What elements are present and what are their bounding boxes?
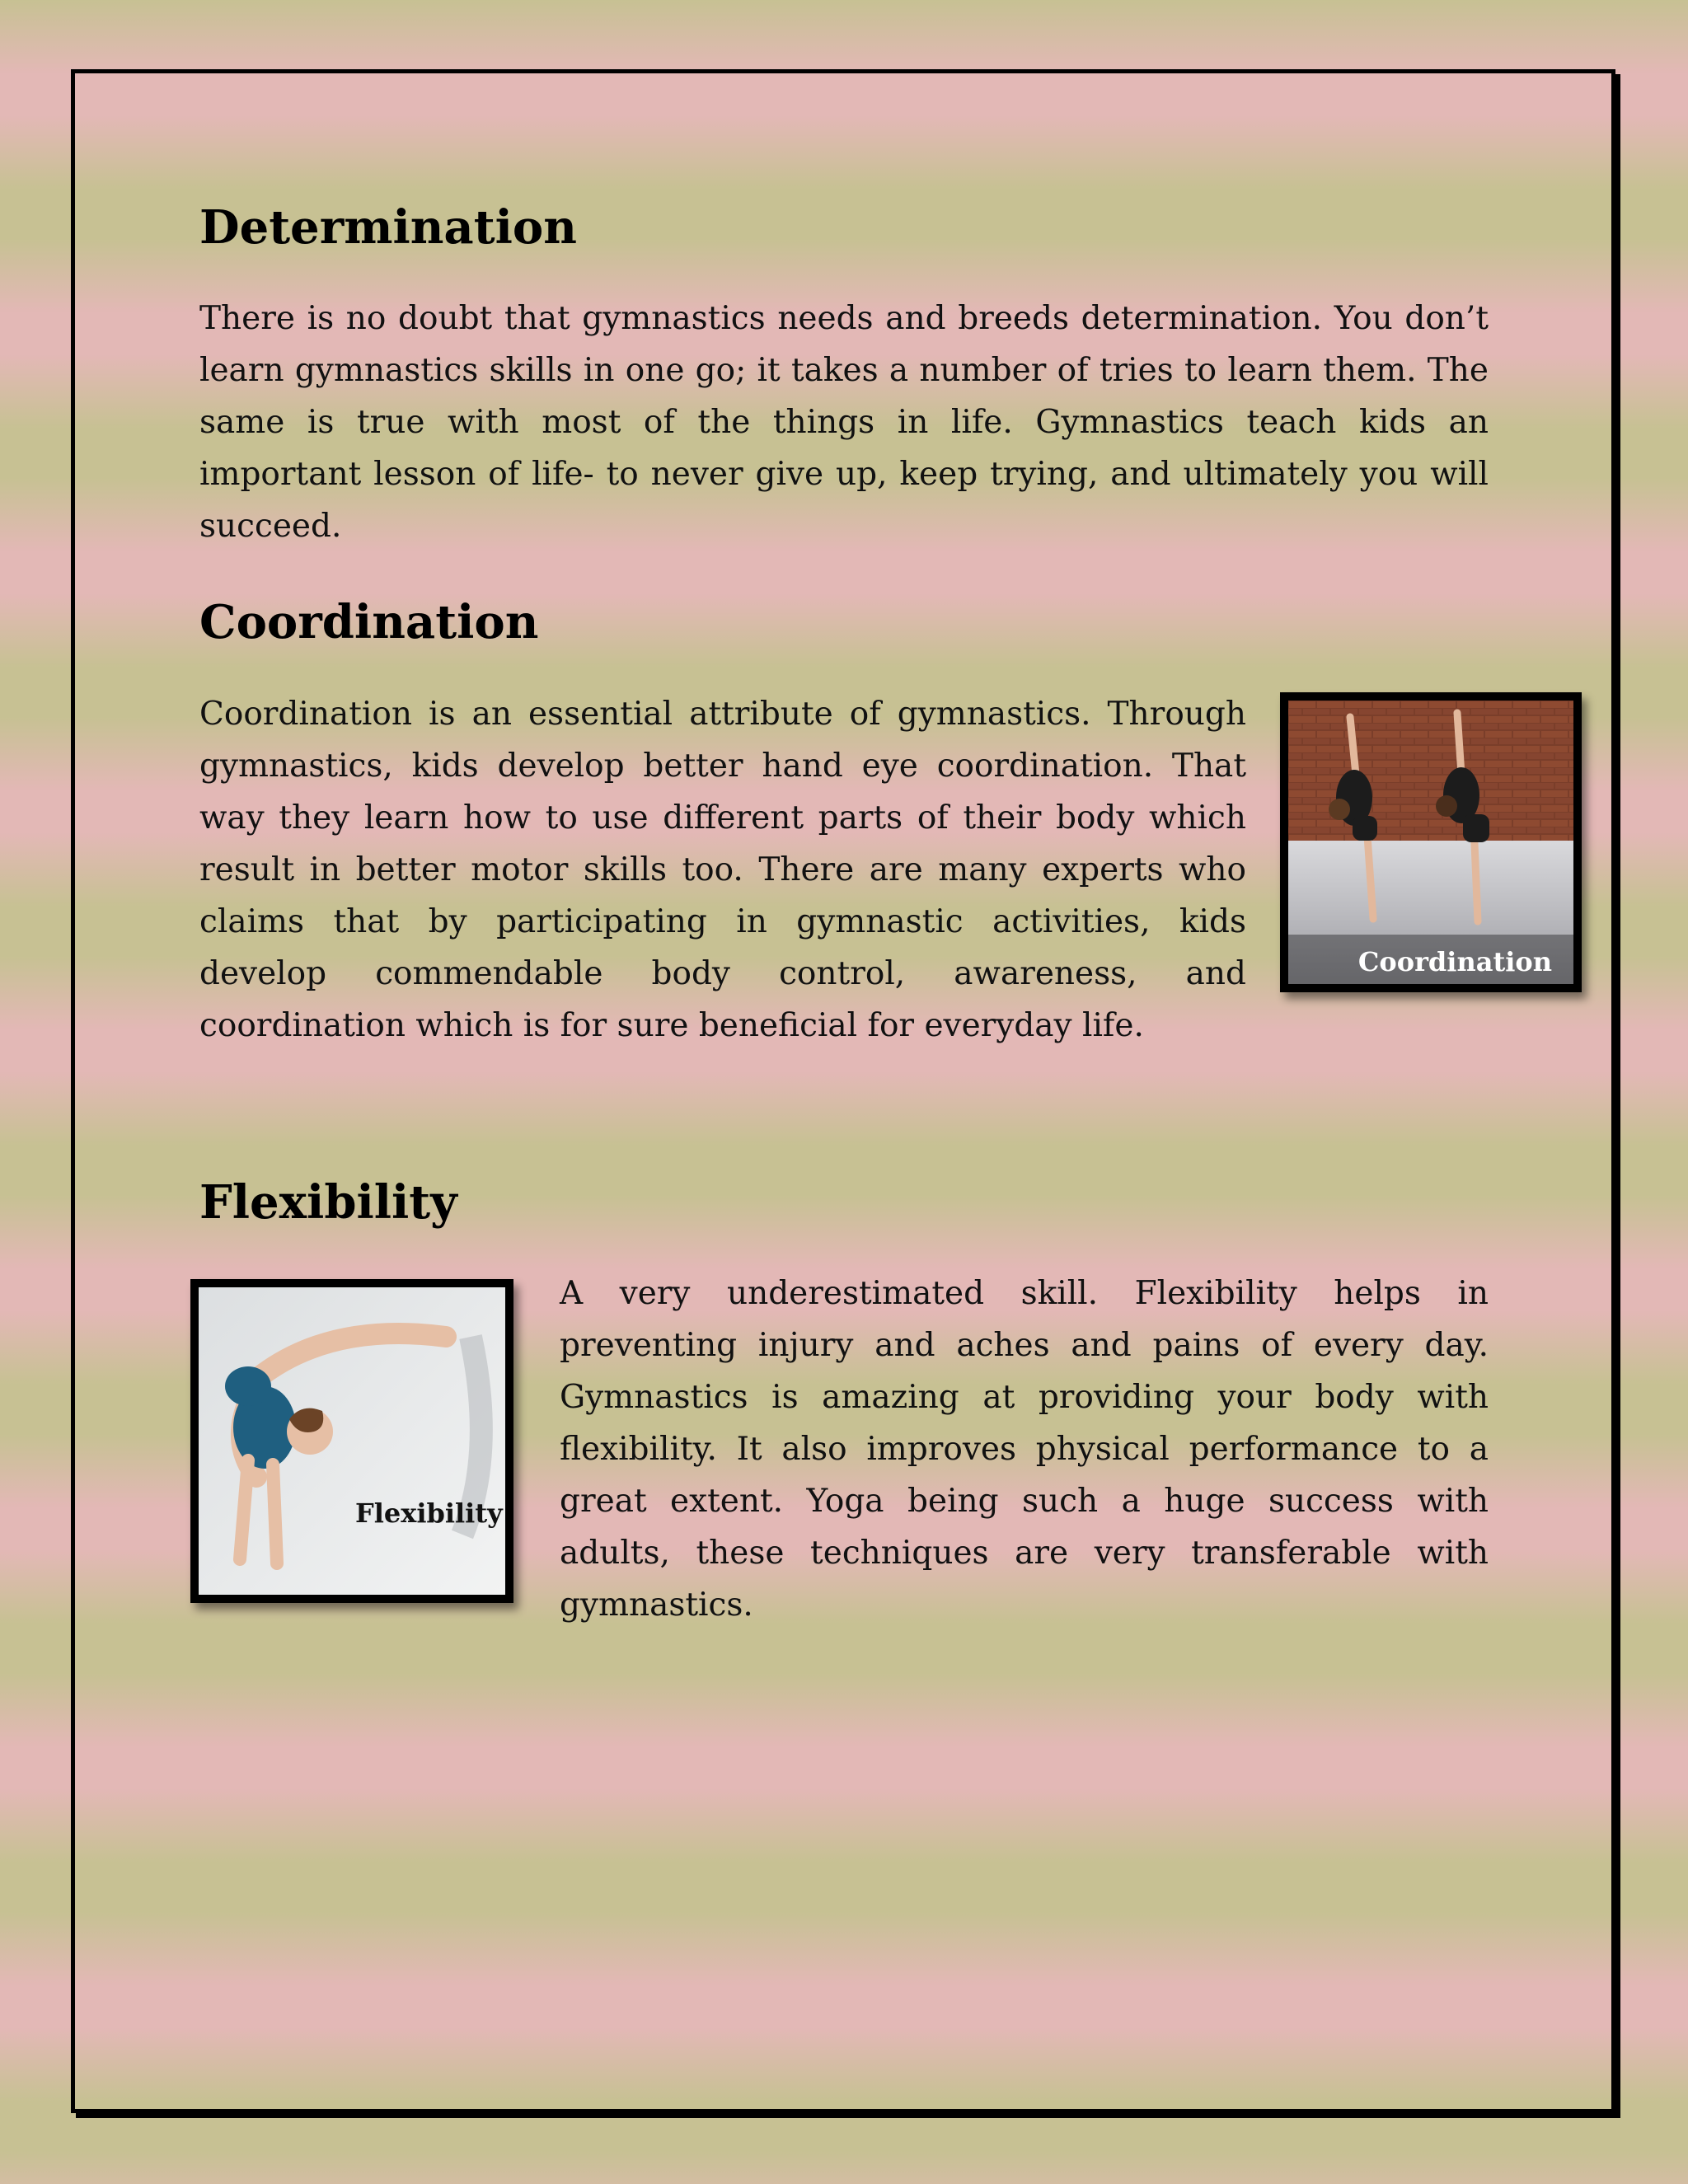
paragraph-determination: There is no doubt that gymnastics needs and breeds determination. You don’t learn gymnastics skills in one go; it takes a number of tries to learn them. The same is true with most of the things in life. Gymnastics teach kids an important lesson of life- to never give up, keep trying, and ultimately you will succeed.: [199, 300, 1489, 545]
paragraph-coordination: Coordination is an essential attribute of gymnastics. Through gymnastics, kids develop better hand eye coordination. That way they learn how to use different parts of their body which result in better motor skills too. There are many experts who claims that by participating in gymnastic activities, kids develop commendable body control, awareness, and coordination which is for sure beneficial for everyday life.: [199, 696, 1246, 1044]
flexibility-photo: [190, 1279, 513, 1603]
heading-flexibility: Flexibility: [199, 1175, 457, 1230]
flexibility-photo-illustration: [199, 1287, 505, 1595]
heading-determination: Determination: [199, 200, 577, 255]
coordination-photo-caption: Coordination: [1357, 946, 1552, 977]
coordination-photo-illustration: [1288, 701, 1573, 984]
flexibility-photo-caption: Flexibility: [355, 1497, 503, 1529]
coordination-photo: [1280, 692, 1582, 992]
paragraph-flexibility: A very underestimated skill. Flexibility helps in preventing injury and aches and pains of every day. Gymnastics is amazing at providing your body with flexibility. It also improves physical performance to a great extent. Yoga being such a huge success with adults, these techniques are very transferable with gymnastics.: [560, 1275, 1489, 1624]
heading-coordination: Coordination: [199, 595, 539, 649]
